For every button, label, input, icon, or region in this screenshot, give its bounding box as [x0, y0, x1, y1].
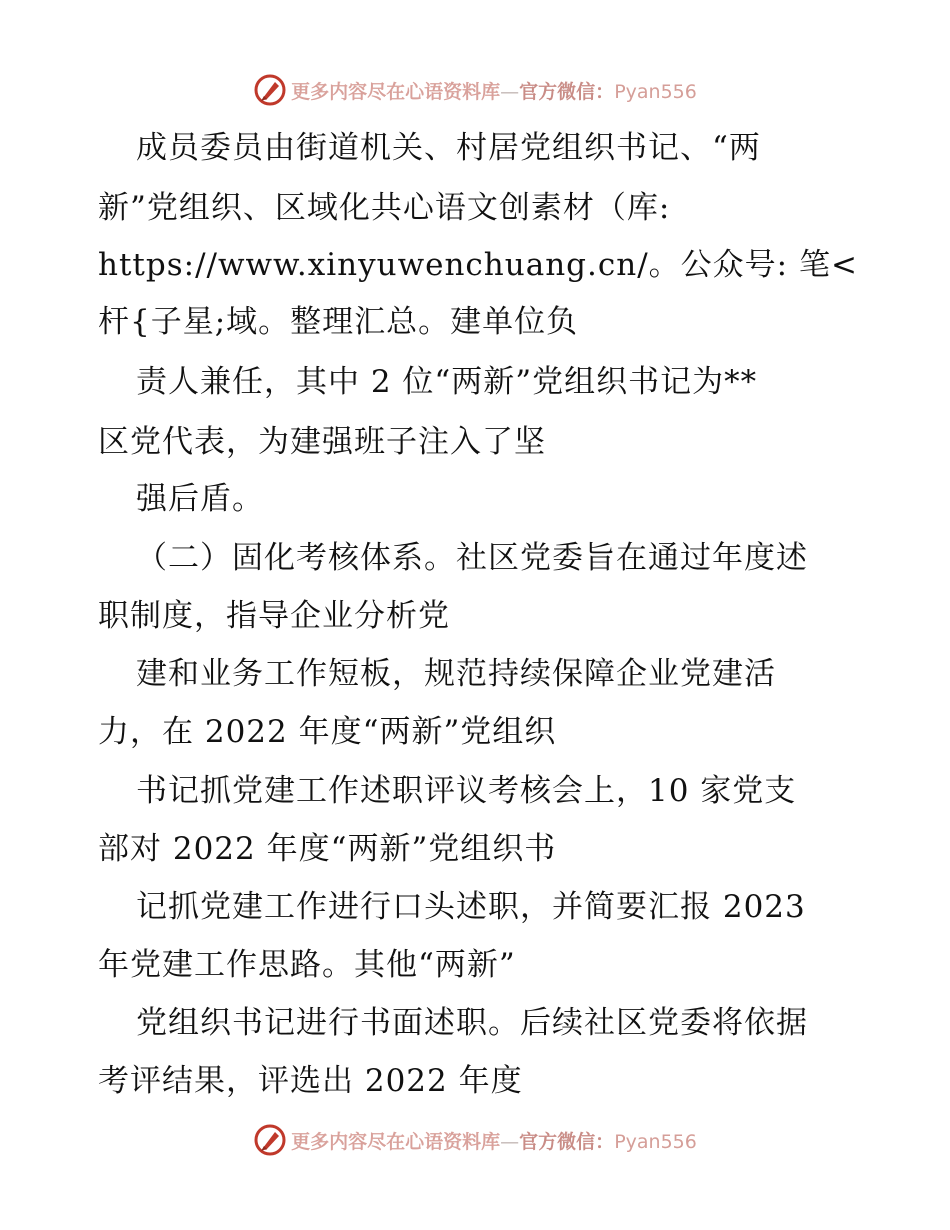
watermark-main-text: 更多内容尽在心语资料库 [291, 80, 501, 103]
text-line: 责人兼任，其中 2 位“两新”党组织书记为** [136, 364, 758, 400]
watermark-sub-text: 官方微信： [519, 80, 615, 103]
watermark-separator: — [500, 80, 520, 103]
text-line: 区党代表，为建强班子注入了坚 [98, 424, 546, 460]
footer-watermark [0, 1120, 950, 1160]
text-line: 年党建工作思路。其他“两新” [98, 947, 516, 983]
watermark-sub-text: 官方微信： [519, 1130, 615, 1153]
text-line: 职制度，指导企业分析党 [98, 598, 450, 634]
watermark-handle: Pyan556 [614, 1130, 697, 1153]
text-line: 书记抓党建工作述职评议考核会上，10 家党支 [136, 773, 797, 809]
watermark-main-text: 更多内容尽在心语资料库 [291, 1130, 501, 1153]
text-line: 部对 2022 年度“两新”党组织书 [98, 831, 557, 867]
text-line: 杆{子星;域。整理汇总。建单位负 [98, 304, 579, 340]
watermark-text [291, 1127, 697, 1154]
header-watermark [0, 70, 950, 110]
pen-nib-logo-icon [253, 73, 287, 107]
text-line: （二）固化考核体系。社区党委旨在通过年度述 [136, 540, 808, 576]
text-line: 党组织书记进行书面述职。后续社区党委将依据 [136, 1005, 808, 1041]
text-line: 记抓党建工作进行口头述职，并简要汇报 2023 [136, 889, 806, 925]
text-line: 建和业务工作短板，规范持续保障企业党建活 [136, 656, 776, 692]
text-line: 新”党组织、区域化共心语文创素材（库: [98, 190, 671, 226]
pen-nib-logo-icon [253, 1123, 287, 1157]
watermark-text [291, 77, 697, 104]
text-line: 力，在 2022 年度“两新”党组织 [98, 714, 557, 750]
watermark-separator: — [500, 1130, 520, 1153]
text-line: 考评结果，评选出 2022 年度 [98, 1063, 523, 1099]
watermark-handle: Pyan556 [614, 80, 697, 103]
text-line: 成员委员由街道机关、村居党组织书记、“两 [136, 130, 761, 166]
text-line: https://www.xinyuwenchuang.cn/。公众号: 笔< [98, 247, 858, 283]
text-line: 强后盾。 [136, 481, 264, 517]
